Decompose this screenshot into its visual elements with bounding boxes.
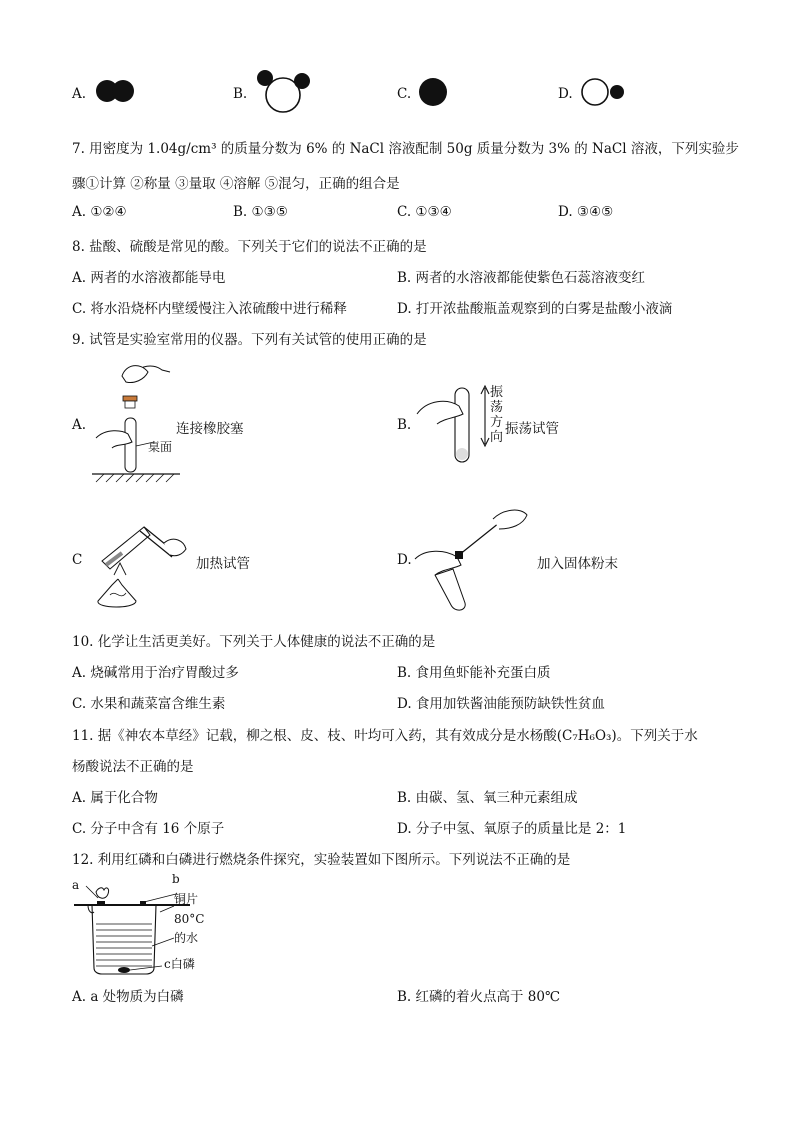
q6-option-a-letter: A. [72,86,87,102]
q7-option-a: A. ①②④ [72,204,127,220]
q9-b-arrow-label: 振 荡 方 向 [490,385,504,445]
q11-stem-line1: 11. 据《神农本草经》记载，柳之根、皮、枝、叶均可入药，其有效成分是水杨酸(C₇H₆O₃)。下列关于水 [72,728,698,744]
q10-option-d: D. 食用加铁酱油能预防缺铁性贫血 [397,696,605,712]
q12-label-water: 的水 [174,931,199,945]
q11-option-c: C. 分子中含有 16 个原子 [72,821,225,837]
q8-option-d: D. 打开浓盐酸瓶盖观察到的白雾是盐酸小液滴 [397,301,673,317]
q9-option-b-text: 振荡试管 [505,421,559,437]
q10-option-a: A. 烧碱常用于治疗胃酸过多 [72,665,239,681]
q6-option-b-model [255,68,315,116]
q10-option-c: C. 水果和蔬菜富含维生素 [72,696,226,712]
q7-stem-line2: 骤①计算 ②称量 ③量取 ④溶解 ⑤混匀，正确的组合是 [72,176,400,192]
q9-option-b-figure [415,384,495,466]
q6-option-d-letter: D. [558,86,573,102]
q9-option-d-text: 加入固体粉末 [537,556,618,572]
q6-option-a-model [95,78,140,106]
q6-option-c-letter: C. [397,86,412,102]
q11-stem-line2: 杨酸说法不正确的是 [72,759,194,775]
q9-option-a-letter: A. [72,417,87,433]
q8-option-b: B. 两者的水溶液都能使紫色石蕊溶液变红 [397,270,646,286]
q12-option-a: A. a 处物质为白磷 [72,989,184,1005]
q11-option-d: D. 分子中氢、氧原子的质量比是 2：1 [397,821,627,837]
q9-option-a-text: 连接橡胶塞 [176,421,244,437]
q7-stem-line1: 7. 用密度为 1.04g/cm³ 的质量分数为 6% 的 NaCl 溶液配制 50g 质量分数为 3% 的 NaCl 溶液，下列实验步 [72,141,739,157]
q12-label-copper: 铜片 [174,892,199,906]
q7-option-d: D. ③④⑤ [558,204,614,220]
q9-option-d-figure [415,505,545,613]
q7-option-b: B. ①③⑤ [233,204,288,220]
q9-option-c-text: 加热试管 [196,556,250,572]
q8-option-a: A. 两者的水溶液都能导电 [72,270,226,286]
q12-label-a: a [72,878,80,892]
q6-option-d-model [580,78,630,108]
q11-option-a: A. 属于化合物 [72,790,158,806]
q9-option-c-letter: C [72,552,83,568]
q9-option-c-figure [92,505,192,613]
q11-option-b: B. 由碳、氢、氧三种元素组成 [397,790,578,806]
q9-a-table-label: 桌面 [148,440,173,454]
q7-option-c: C. ①③④ [397,204,452,220]
q8-stem: 8. 盐酸、硫酸是常见的酸。下列关于它们的说法不正确的是 [72,239,427,255]
q6-option-b-letter: B. [233,86,248,102]
q9-option-d-letter: D. [397,552,412,568]
q12-stem: 12. 利用红磷和白磷进行燃烧条件探究，实验装置如下图所示。下列说法不正确的是 [72,852,571,868]
q12-option-b: B. 红磷的着火点高于 80℃ [397,989,561,1005]
q6-option-c-model [418,78,450,110]
q12-label-white-phosphorus: c白磷 [164,957,195,971]
q10-option-b: B. 食用鱼虾能补充蛋白质 [397,665,551,681]
q9-option-b-letter: B. [397,417,412,433]
q9-stem: 9. 试管是实验室常用的仪器。下列有关试管的使用正确的是 [72,332,427,348]
q12-label-b: b [172,872,180,886]
q8-option-c: C. 将水沿烧杯内壁缓慢注入浓硫酸中进行稀释 [72,301,347,317]
q10-stem: 10. 化学让生活更美好。下列关于人体健康的说法不正确的是 [72,634,436,650]
q12-label-temp: 80°C [174,912,205,926]
q12-apparatus-figure [70,872,220,982]
q9-option-a-figure [92,358,182,488]
